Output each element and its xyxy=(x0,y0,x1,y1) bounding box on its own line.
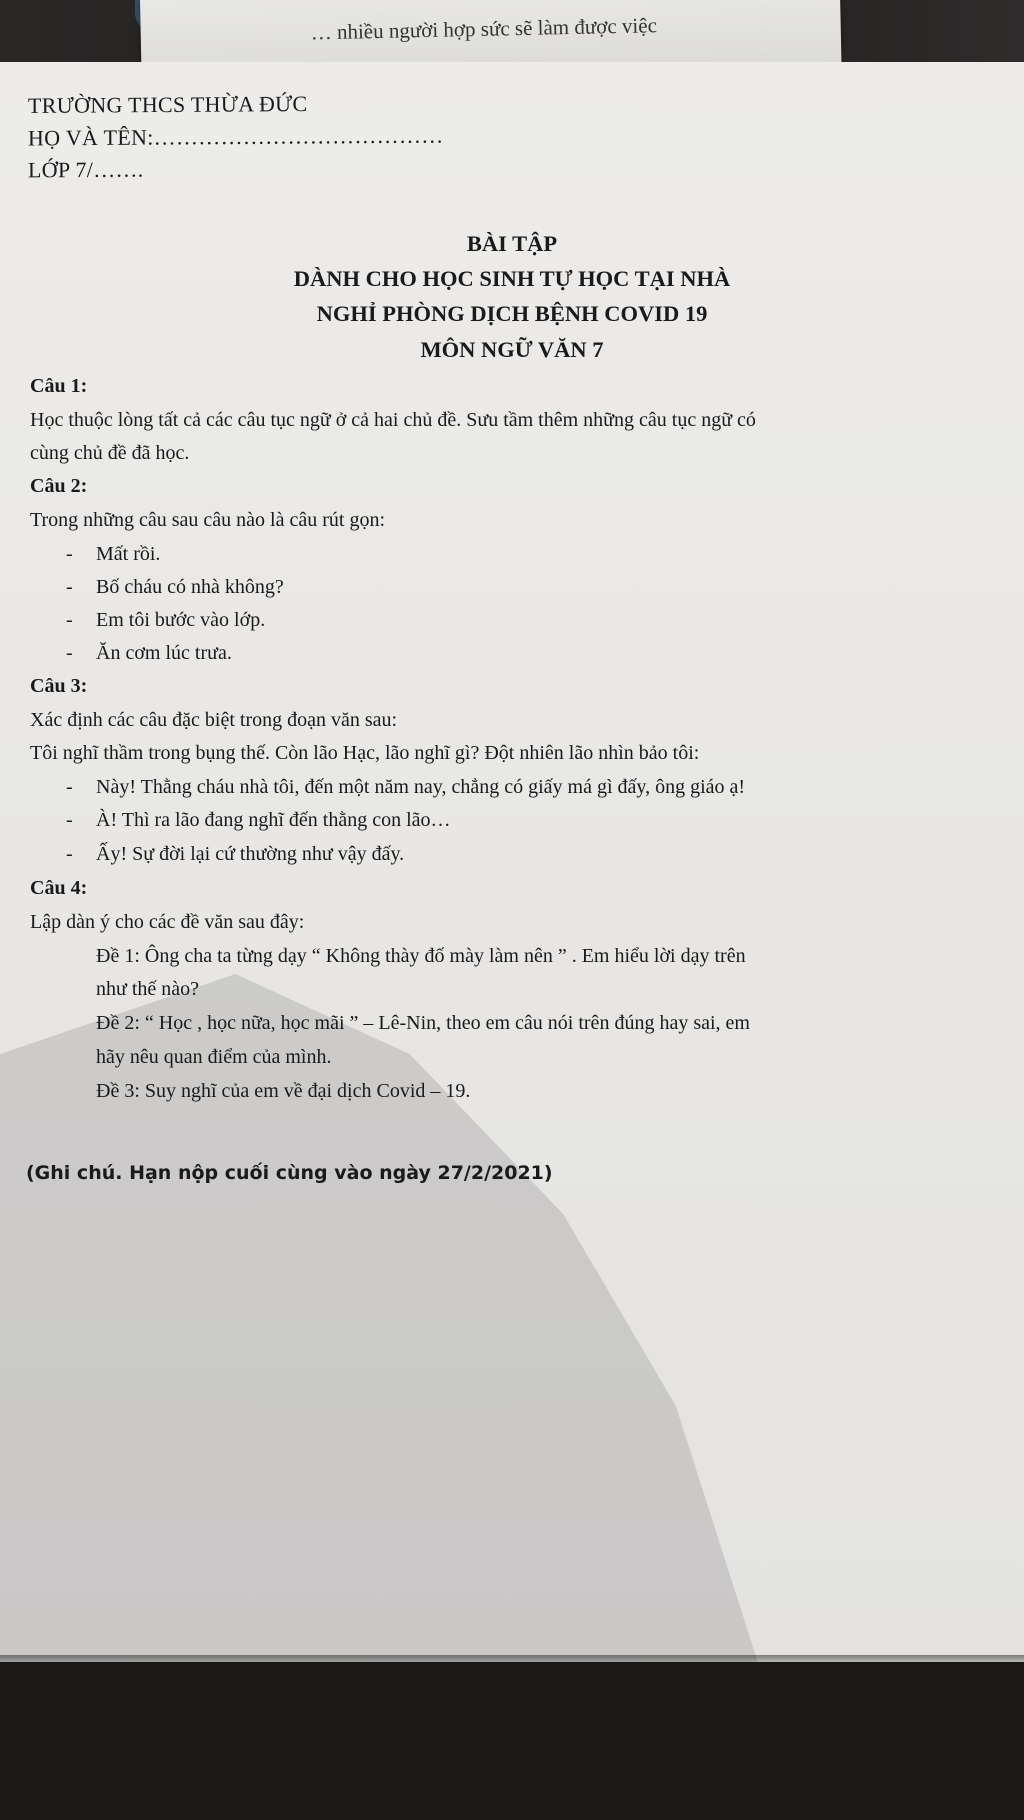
school-name: TRƯỜNG THCS THỪA ĐỨC xyxy=(27,91,308,118)
question-1-text-1: Học thuộc lòng tất cả các câu tục ngữ ở cả hai chủ đề. Sưu tầm thêm những câu tục ngữ có xyxy=(30,409,756,431)
list-item: - Mất rồi. xyxy=(66,543,161,565)
question-4-prompt: Lập dàn ý cho các đề văn sau đây: xyxy=(30,911,305,933)
list-marker: - xyxy=(66,809,73,831)
student-name-field: HỌ VÀ TÊN:………………………………… xyxy=(27,122,444,151)
list-marker: - xyxy=(66,609,73,631)
question-1-heading: Câu 1: xyxy=(30,375,88,397)
question-3-passage: Tôi nghĩ thầm trong bụng thế. Còn lão Hạc, lão nghĩ gì? Đột nhiên lão nhìn bảo tôi: xyxy=(30,742,700,764)
topic-1-line-1: Đề 1: Ông cha ta từng dạy “ Không thày đố mày làm nên ” . Em hiểu lời dạy trên xyxy=(96,945,746,967)
list-item: - Ấy! Sự đời lại cứ thường như vậy đấy. xyxy=(66,843,405,865)
topic-2-line-2: hãy nêu quan điểm của mình. xyxy=(96,1046,332,1068)
list-marker: - xyxy=(66,642,73,664)
list-marker: - xyxy=(66,776,73,798)
page-title-1: BÀI TẬP xyxy=(466,231,558,256)
question-3-prompt: Xác định các câu đặc biệt trong đoạn văn sau: xyxy=(30,709,398,731)
list-marker: - xyxy=(66,576,73,598)
page-title-3: NGHỈ PHÒNG DỊCH BỆNH COVID 19 xyxy=(316,301,708,326)
question-2-heading: Câu 2: xyxy=(30,475,88,497)
back-sheet-text: … nhiều người hợp sức sẽ làm được việc xyxy=(310,13,658,45)
question-1-text-2: cùng chủ đề đã học. xyxy=(30,442,190,464)
page-edge xyxy=(0,1655,1024,1667)
question-4-heading: Câu 4: xyxy=(30,877,88,899)
page-title-2: DÀNH CHO HỌC SINH TỰ HỌC TẠI NHÀ xyxy=(293,266,731,291)
topic-1-line-2: như thế nào? xyxy=(96,978,200,1000)
topic-3: Đề 3: Suy nghĩ của em về đại dịch Covid – 19. xyxy=(96,1080,471,1102)
page-title-4: MÔN NGỮ VĂN 7 xyxy=(420,337,604,362)
list-item: - Em tôi bước vào lớp. xyxy=(66,609,266,631)
list-item: - Ăn cơm lúc trưa. xyxy=(66,642,232,664)
list-item: - À! Thì ra lão đang nghĩ đến thằng con lão… xyxy=(66,809,451,831)
question-3-heading: Câu 3: xyxy=(30,675,88,697)
list-marker: - xyxy=(66,543,73,565)
list-marker: - xyxy=(66,843,73,865)
list-item: - Này! Thằng cháu nhà tôi, đến một năm nay, chẳng có giấy má gì đấy, ông giáo ạ! xyxy=(66,776,746,798)
list-item: - Bố cháu có nhà không? xyxy=(66,576,284,598)
topic-2-line-1: Đề 2: “ Học , học nữa, học mãi ” – Lê-Nin, theo em câu nói trên đúng hay sai, em xyxy=(96,1012,750,1034)
deadline-note: (Ghi chú. Hạn nộp cuối cùng vào ngày 27/2/2021) xyxy=(26,1162,553,1184)
class-field: LỚP 7/……. xyxy=(27,156,144,183)
question-2-prompt: Trong những câu sau câu nào là câu rút gọn: xyxy=(30,509,386,531)
